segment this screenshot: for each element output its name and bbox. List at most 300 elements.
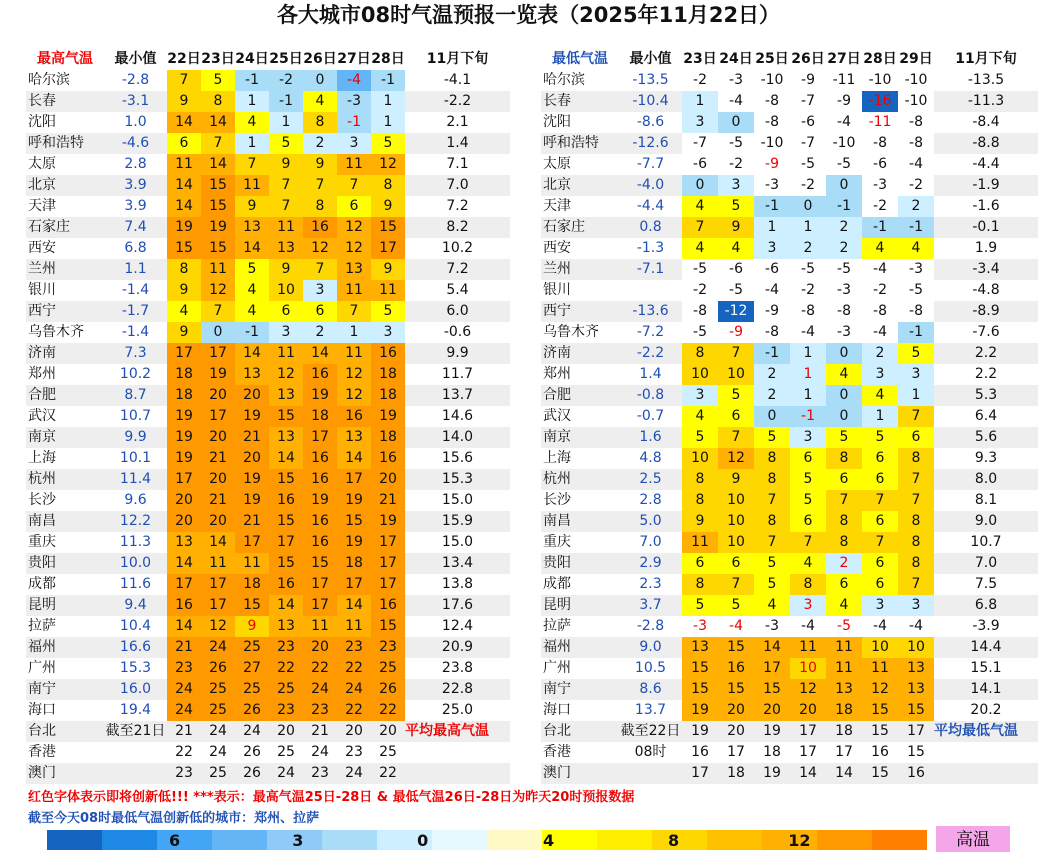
min-temp-temp-cell: 20: [718, 700, 754, 721]
min-temp-temp-cell: 2: [826, 553, 862, 574]
min-temp-temp-cell: 1: [682, 91, 718, 112]
min-temp-temp-cell: 17: [790, 721, 826, 742]
max-temp-header-4: 24日: [235, 51, 269, 67]
min-temp-temp-cell: 2: [754, 385, 790, 406]
min-temp-temp-cell: 16: [718, 658, 754, 679]
max-temp-row: [26, 553, 510, 574]
min-temp-temp-cell: -4: [862, 259, 898, 280]
min-temp-temp-cell: 6: [862, 469, 898, 490]
max-temp-temp-cell: 15: [269, 511, 303, 532]
min-temp-dec-avg: 6.4: [934, 406, 1038, 427]
min-temp-min-value: -0.7: [619, 406, 682, 427]
min-temp-min-value: -2.8: [619, 616, 682, 637]
max-temp-row: [26, 91, 510, 112]
color-legend: [47, 830, 927, 850]
max-temp-temp-cell: 13: [337, 259, 371, 280]
max-temp-min-value: 19.4: [104, 700, 167, 721]
max-temp-temp-cell: 14: [269, 448, 303, 469]
max-temp-temp-cell: 20: [201, 427, 235, 448]
max-temp-temp-cell: 22: [337, 700, 371, 721]
max-temp-min-value: -3.1: [104, 91, 167, 112]
min-temp-temp-cell: 7: [718, 427, 754, 448]
max-temp-temp-cell: 17: [201, 595, 235, 616]
min-temp-tail-label: 平均最低气温: [934, 721, 1038, 742]
min-temp-temp-cell: 8: [826, 448, 862, 469]
max-temp-temp-cell: -1: [235, 70, 269, 91]
min-temp-temp-cell: 3: [790, 427, 826, 448]
max-temp-temp-cell: 11: [303, 616, 337, 637]
max-temp-temp-cell: 14: [337, 448, 371, 469]
max-temp-temp-cell: 23: [167, 763, 201, 784]
min-temp-row: [541, 679, 1038, 700]
max-temp-dec-avg: -2.2: [405, 91, 510, 112]
min-temp-city-label: 天津: [541, 196, 619, 217]
min-temp-temp-cell: -6: [862, 154, 898, 175]
min-temp-city-label: 澳门: [541, 763, 619, 784]
max-temp-temp-cell: 6: [269, 301, 303, 322]
min-temp-temp-cell: 1: [898, 385, 934, 406]
min-temp-dec-avg: 15.1: [934, 658, 1038, 679]
max-temp-temp-cell: 9: [303, 154, 337, 175]
max-temp-temp-cell: 17: [235, 532, 269, 553]
max-temp-temp-cell: 9: [167, 322, 201, 343]
min-temp-temp-cell: -2: [898, 175, 934, 196]
max-temp-dec-avg: 7.0: [405, 175, 510, 196]
max-temp-city-label: 台北: [26, 721, 104, 742]
min-temp-temp-cell: 16: [682, 742, 718, 763]
min-temp-header-5: 26日: [791, 51, 825, 67]
max-temp-row: [26, 490, 510, 511]
min-temp-city-label: 郑州: [541, 364, 619, 385]
min-temp-city-label: 台北: [541, 721, 619, 742]
min-temp-temp-cell: -7: [682, 133, 718, 154]
max-temp-min-value: 9.6: [104, 490, 167, 511]
min-temp-temp-cell: 8: [790, 574, 826, 595]
max-temp-temp-cell: 7: [235, 154, 269, 175]
min-temp-dec-avg: 7.0: [934, 553, 1038, 574]
min-temp-city-label: 长沙: [541, 490, 619, 511]
max-temp-temp-cell: 23: [303, 763, 337, 784]
min-temp-extra-row: [541, 742, 1038, 763]
min-temp-temp-cell: -10: [826, 133, 862, 154]
max-temp-temp-cell: 22: [167, 742, 201, 763]
min-temp-city-label: 广州: [541, 658, 619, 679]
max-temp-temp-cell: -4: [337, 70, 371, 91]
max-temp-temp-cell: 26: [371, 679, 405, 700]
max-temp-temp-cell: 12: [337, 217, 371, 238]
min-temp-dec-avg: -1.9: [934, 175, 1038, 196]
max-temp-temp-cell: 16: [269, 574, 303, 595]
min-temp-temp-cell: -4: [862, 616, 898, 637]
min-temp-note-label: 08时: [619, 742, 682, 763]
min-temp-temp-cell: 4: [862, 385, 898, 406]
min-temp-row: [541, 217, 1038, 238]
min-temp-temp-cell: 3: [790, 595, 826, 616]
max-temp-temp-cell: 17: [167, 343, 201, 364]
min-temp-temp-cell: 5: [754, 553, 790, 574]
max-temp-tail-label: 平均最高气温: [405, 721, 510, 742]
max-temp-city-label: 济南: [26, 343, 104, 364]
min-temp-row: [541, 427, 1038, 448]
min-temp-min-value: -2.2: [619, 343, 682, 364]
min-temp-temp-cell: 5: [682, 595, 718, 616]
max-temp-temp-cell: 13: [337, 427, 371, 448]
min-temp-temp-cell: 6: [826, 469, 862, 490]
min-temp-note-label: 截至22日: [619, 721, 682, 742]
min-temp-header-7: 28日: [863, 51, 897, 67]
legend-swatch: [487, 830, 542, 850]
min-temp-temp-cell: -1: [754, 196, 790, 217]
min-temp-dec-avg: 2.2: [934, 364, 1038, 385]
max-temp-temp-cell: 26: [201, 658, 235, 679]
max-temp-temp-cell: 14: [303, 343, 337, 364]
max-temp-dec-avg: 6.0: [405, 301, 510, 322]
max-temp-row: [26, 238, 510, 259]
max-temp-temp-cell: 20: [371, 469, 405, 490]
max-temp-min-value: 16.6: [104, 637, 167, 658]
min-temp-temp-cell: 4: [826, 364, 862, 385]
min-temp-temp-cell: 15: [898, 742, 934, 763]
min-temp-header-8: 29日: [899, 51, 933, 67]
max-temp-temp-cell: 14: [269, 595, 303, 616]
max-temp-temp-cell: 4: [167, 301, 201, 322]
legend-tick-label: 0: [417, 831, 429, 850]
max-temp-row: [26, 364, 510, 385]
max-temp-extra-row: [26, 742, 510, 763]
max-temp-header-6: 26日: [303, 51, 337, 67]
min-temp-city-label: 济南: [541, 343, 619, 364]
max-temp-temp-cell: 2: [303, 322, 337, 343]
max-temp-temp-cell: 15: [201, 196, 235, 217]
max-temp-temp-cell: 16: [371, 343, 405, 364]
min-temp-min-value: -1.3: [619, 238, 682, 259]
max-temp-temp-cell: 16: [303, 511, 337, 532]
max-temp-temp-cell: 24: [201, 742, 235, 763]
min-temp-temp-cell: 12: [718, 448, 754, 469]
min-temp-temp-cell: -6: [790, 112, 826, 133]
min-temp-min-value: -4.4: [619, 196, 682, 217]
max-temp-min-value: 2.8: [104, 154, 167, 175]
max-temp-dec-avg: 15.0: [405, 490, 510, 511]
min-temp-temp-cell: 15: [862, 763, 898, 784]
max-temp-temp-cell: 16: [303, 448, 337, 469]
max-temp-temp-cell: -2: [269, 70, 303, 91]
min-temp-min-value: -13.5: [619, 70, 682, 91]
max-temp-temp-cell: 23: [337, 637, 371, 658]
min-temp-temp-cell: 19: [682, 700, 718, 721]
max-temp-temp-cell: 19: [167, 406, 201, 427]
max-temp-min-value: 1.1: [104, 259, 167, 280]
min-temp-temp-cell: 2: [826, 217, 862, 238]
max-temp-temp-cell: 4: [235, 301, 269, 322]
min-temp-row: [541, 238, 1038, 259]
min-temp-row: [541, 658, 1038, 679]
min-temp-temp-cell: -1: [898, 217, 934, 238]
max-temp-temp-cell: 14: [201, 532, 235, 553]
max-temp-temp-cell: 24: [167, 700, 201, 721]
min-temp-row: [541, 406, 1038, 427]
min-temp-city-label: 贵阳: [541, 553, 619, 574]
max-temp-temp-cell: 6: [303, 301, 337, 322]
max-temp-row: [26, 532, 510, 553]
max-temp-city-label: 呼和浩特: [26, 133, 104, 154]
max-temp-temp-cell: 16: [303, 532, 337, 553]
max-temp-city-label: 合肥: [26, 385, 104, 406]
min-temp-temp-cell: -8: [862, 133, 898, 154]
max-temp-temp-cell: 4: [303, 91, 337, 112]
max-temp-dec-avg: 20.9: [405, 637, 510, 658]
max-temp-temp-cell: 15: [235, 595, 269, 616]
min-temp-temp-cell: 4: [682, 406, 718, 427]
min-temp-dec-avg: 8.0: [934, 469, 1038, 490]
min-temp-row: [541, 175, 1038, 196]
max-temp-temp-cell: 18: [371, 427, 405, 448]
max-temp-note-label: [104, 742, 167, 763]
max-temp-temp-cell: 19: [371, 406, 405, 427]
min-temp-temp-cell: 0: [682, 175, 718, 196]
max-temp-city-label: 哈尔滨: [26, 70, 104, 91]
min-temp-temp-cell: 18: [718, 763, 754, 784]
min-temp-temp-cell: 19: [682, 721, 718, 742]
min-temp-temp-cell: 14: [754, 637, 790, 658]
min-temp-temp-cell: 7: [826, 490, 862, 511]
min-temp-row: [541, 532, 1038, 553]
max-temp-min-value: 11.4: [104, 469, 167, 490]
min-temp-temp-cell: 0: [826, 175, 862, 196]
min-temp-temp-cell: -8: [790, 301, 826, 322]
min-temp-row: [541, 385, 1038, 406]
max-temp-dec-avg: 13.4: [405, 553, 510, 574]
max-temp-temp-cell: 22: [371, 700, 405, 721]
max-temp-temp-cell: 19: [167, 448, 201, 469]
max-temp-temp-cell: 6: [337, 196, 371, 217]
max-temp-temp-cell: 23: [337, 742, 371, 763]
max-temp-temp-cell: 24: [201, 721, 235, 742]
min-temp-temp-cell: -3: [826, 280, 862, 301]
max-temp-temp-cell: 14: [167, 616, 201, 637]
max-temp-temp-cell: 3: [337, 133, 371, 154]
min-temp-temp-cell: 5: [862, 427, 898, 448]
max-temp-city-label: 昆明: [26, 595, 104, 616]
min-temp-temp-cell: -5: [682, 259, 718, 280]
legend-tick-label: 12: [788, 831, 811, 850]
min-temp-temp-cell: 8: [754, 448, 790, 469]
min-temp-temp-cell: -4: [898, 154, 934, 175]
max-temp-temp-cell: 13: [235, 217, 269, 238]
max-temp-city-label: 贵阳: [26, 553, 104, 574]
max-temp-temp-cell: 18: [235, 574, 269, 595]
min-temp-temp-cell: 7: [718, 343, 754, 364]
max-temp-temp-cell: 21: [201, 448, 235, 469]
max-temp-temp-cell: 19: [201, 217, 235, 238]
max-temp-temp-cell: 1: [337, 322, 371, 343]
legend-swatch: [597, 830, 652, 850]
min-temp-temp-cell: 15: [682, 679, 718, 700]
min-temp-temp-cell: 14: [826, 763, 862, 784]
min-temp-temp-cell: 9: [718, 217, 754, 238]
min-temp-dec-avg: 9.3: [934, 448, 1038, 469]
min-temp-temp-cell: 15: [682, 658, 718, 679]
max-temp-header-0: 最高气温: [26, 49, 104, 70]
min-temp-temp-cell: -8: [862, 301, 898, 322]
min-temp-temp-cell: -1: [826, 196, 862, 217]
min-temp-temp-cell: -8: [682, 301, 718, 322]
max-temp-temp-cell: 24: [235, 721, 269, 742]
min-temp-dec-avg: 7.5: [934, 574, 1038, 595]
min-temp-row: [541, 364, 1038, 385]
record-low-note: 红色字体表示即将创新低!!! ***表示：最高气温25日-28日 & 最低气温26日-28日为昨天20时预报数据: [28, 790, 635, 805]
min-temp-temp-cell: 12: [790, 679, 826, 700]
min-temp-temp-cell: 6: [826, 574, 862, 595]
min-temp-row: [541, 700, 1038, 721]
max-temp-temp-cell: 20: [201, 385, 235, 406]
min-temp-tail-label: [934, 763, 1038, 784]
max-temp-temp-cell: 20: [167, 511, 201, 532]
min-temp-row: [541, 280, 1038, 301]
min-temp-temp-cell: 19: [754, 721, 790, 742]
max-temp-temp-cell: 24: [303, 742, 337, 763]
min-temp-temp-cell: 1: [754, 217, 790, 238]
max-temp-temp-cell: 11: [201, 259, 235, 280]
max-temp-temp-cell: 14: [235, 343, 269, 364]
min-temp-row: [541, 112, 1038, 133]
max-temp-temp-cell: 9: [371, 259, 405, 280]
min-temp-temp-cell: 8: [682, 343, 718, 364]
max-temp-temp-cell: 19: [201, 364, 235, 385]
min-temp-city-label: 武汉: [541, 406, 619, 427]
max-temp-temp-cell: 26: [235, 700, 269, 721]
min-temp-temp-cell: -7: [790, 91, 826, 112]
min-temp-min-value: -7.1: [619, 259, 682, 280]
min-temp-city-label: 福州: [541, 637, 619, 658]
max-temp-temp-cell: 10: [269, 280, 303, 301]
max-temp-city-label: 长沙: [26, 490, 104, 511]
max-temp-temp-cell: 17: [167, 469, 201, 490]
min-temp-temp-cell: -4: [754, 280, 790, 301]
max-temp-temp-cell: 15: [371, 616, 405, 637]
max-temp-dec-avg: 25.0: [405, 700, 510, 721]
min-temp-temp-cell: 13: [826, 679, 862, 700]
max-temp-temp-cell: 6: [167, 133, 201, 154]
min-temp-header-3: 24日: [719, 51, 753, 67]
min-temp-row: [541, 154, 1038, 175]
min-temp-row: [541, 553, 1038, 574]
min-temp-dec-avg: 9.0: [934, 511, 1038, 532]
max-temp-temp-cell: 13: [269, 238, 303, 259]
max-temp-city-label: 南昌: [26, 511, 104, 532]
min-temp-temp-cell: 10: [718, 532, 754, 553]
min-temp-temp-cell: 17: [898, 721, 934, 742]
max-temp-dec-avg: 14.6: [405, 406, 510, 427]
min-temp-dec-avg: -13.5: [934, 70, 1038, 91]
min-temp-temp-cell: 0: [754, 406, 790, 427]
min-temp-temp-cell: 8: [754, 469, 790, 490]
min-temp-row: [541, 133, 1038, 154]
max-temp-city-label: 拉萨: [26, 616, 104, 637]
max-temp-temp-cell: 9: [167, 280, 201, 301]
min-temp-city-label: 拉萨: [541, 616, 619, 637]
min-temp-temp-cell: 1: [790, 364, 826, 385]
min-temp-city-label: 太原: [541, 154, 619, 175]
max-temp-temp-cell: 19: [337, 532, 371, 553]
min-temp-dec-avg: 10.7: [934, 532, 1038, 553]
min-temp-dec-avg: -8.8: [934, 133, 1038, 154]
min-temp-dec-avg: 1.9: [934, 238, 1038, 259]
max-temp-temp-cell: 0: [201, 322, 235, 343]
max-temp-temp-cell: 17: [371, 574, 405, 595]
max-temp-dec-avg: 7.2: [405, 259, 510, 280]
min-temp-temp-cell: 17: [682, 763, 718, 784]
max-temp-temp-cell: 16: [269, 490, 303, 511]
legend-tick-label: 4: [543, 831, 555, 850]
max-temp-dec-avg: 14.0: [405, 427, 510, 448]
max-temp-temp-cell: 7: [337, 301, 371, 322]
min-temp-temp-cell: 3: [754, 238, 790, 259]
min-temp-temp-cell: 15: [862, 700, 898, 721]
min-temp-temp-cell: 4: [862, 238, 898, 259]
min-temp-temp-cell: 10: [790, 658, 826, 679]
max-temp-temp-cell: 14: [235, 238, 269, 259]
max-temp-temp-cell: 15: [201, 238, 235, 259]
max-temp-row: [26, 343, 510, 364]
max-temp-temp-cell: 22: [337, 658, 371, 679]
max-temp-temp-cell: 3: [371, 322, 405, 343]
min-temp-temp-cell: -16: [862, 91, 898, 112]
min-temp-temp-cell: 17: [790, 742, 826, 763]
max-temp-dec-avg: 8.2: [405, 217, 510, 238]
min-temp-temp-cell: 8: [754, 511, 790, 532]
max-temp-temp-cell: 16: [303, 217, 337, 238]
min-temp-temp-cell: 5: [718, 196, 754, 217]
min-temp-city-label: 南宁: [541, 679, 619, 700]
min-temp-city-label: 石家庄: [541, 217, 619, 238]
min-temp-temp-cell: 5: [718, 595, 754, 616]
max-temp-min-value: 8.7: [104, 385, 167, 406]
max-temp-temp-cell: 20: [371, 721, 405, 742]
max-temp-min-value: 10.4: [104, 616, 167, 637]
max-temp-dec-avg: 7.1: [405, 154, 510, 175]
max-temp-temp-cell: 1: [371, 112, 405, 133]
max-temp-header-row: [26, 49, 510, 70]
max-temp-temp-cell: 16: [371, 448, 405, 469]
min-temp-temp-cell: 8: [826, 532, 862, 553]
max-temp-city-label: 乌鲁木齐: [26, 322, 104, 343]
max-temp-note-label: [104, 763, 167, 784]
min-temp-temp-cell: 13: [898, 658, 934, 679]
min-temp-dec-avg: -3.9: [934, 616, 1038, 637]
min-temp-row: [541, 91, 1038, 112]
max-temp-city-label: 沈阳: [26, 112, 104, 133]
min-temp-temp-cell: -8: [754, 91, 790, 112]
max-temp-temp-cell: 9: [371, 196, 405, 217]
max-temp-temp-cell: 13: [269, 427, 303, 448]
max-temp-temp-cell: 13: [269, 385, 303, 406]
min-temp-city-label: 昆明: [541, 595, 619, 616]
min-temp-dec-avg: 8.1: [934, 490, 1038, 511]
min-temp-temp-cell: 7: [754, 532, 790, 553]
max-temp-row: [26, 406, 510, 427]
max-temp-temp-cell: 25: [201, 763, 235, 784]
min-temp-min-value: 2.5: [619, 469, 682, 490]
max-temp-temp-cell: 17: [167, 574, 201, 595]
max-temp-min-value: 3.9: [104, 196, 167, 217]
max-temp-temp-cell: 5: [371, 301, 405, 322]
max-temp-row: [26, 595, 510, 616]
max-temp-min-value: -2.8: [104, 70, 167, 91]
min-temp-dec-avg: 20.2: [934, 700, 1038, 721]
max-temp-city-label: 上海: [26, 448, 104, 469]
min-temp-extra-row: [541, 721, 1038, 742]
